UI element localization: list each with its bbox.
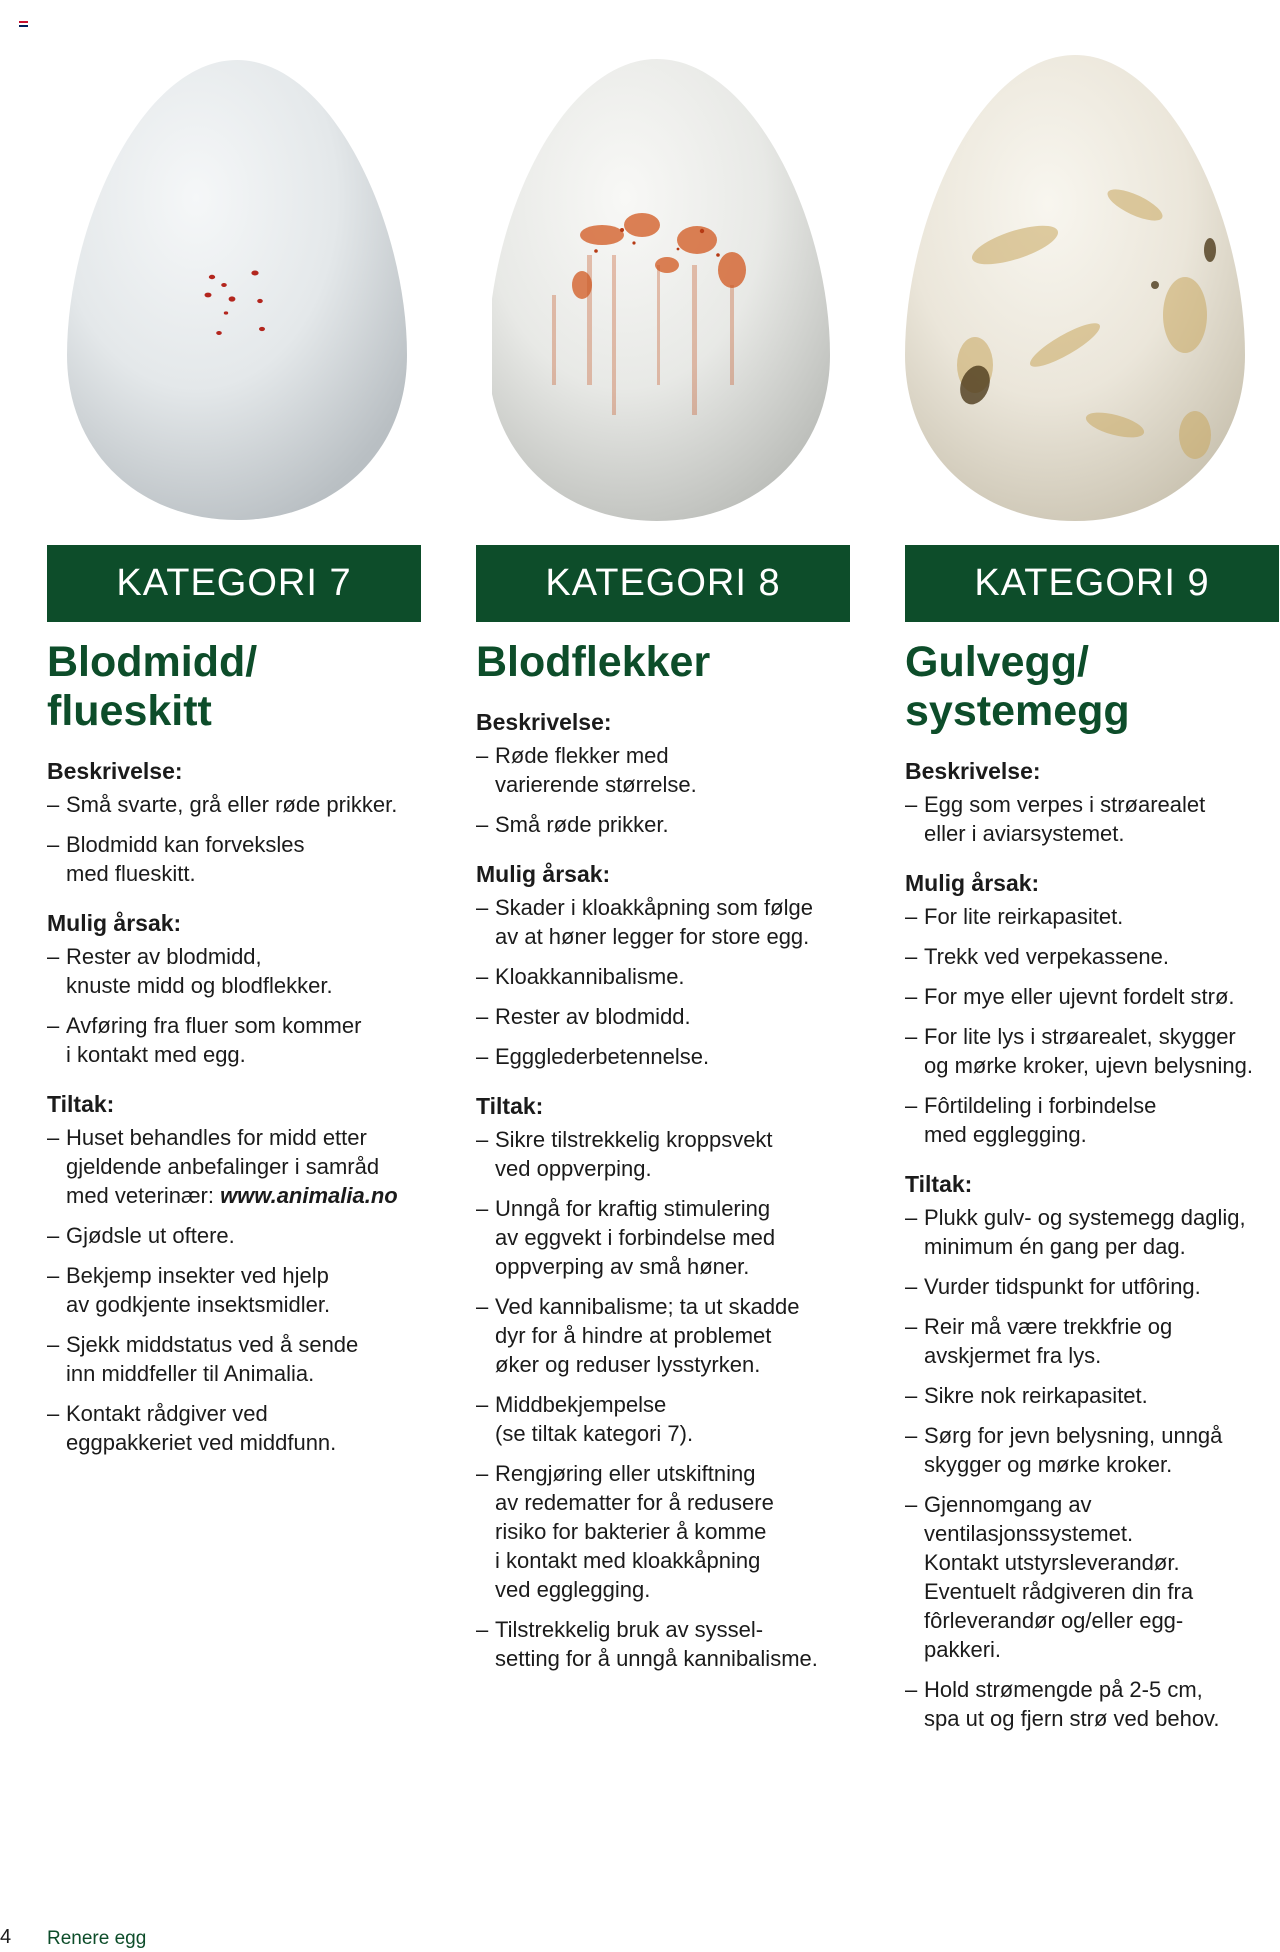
cause-list bbox=[905, 902, 1279, 1149]
list-item: – Ved kannibalisme; ta ut skadde dyr for å hindre at problemet øker og reduser lysstyrken. bbox=[476, 1292, 850, 1379]
list-item: – Trekk ved verpekassene. bbox=[905, 942, 1279, 971]
cause-heading: Mulig årsak: bbox=[905, 870, 1040, 896]
list-item: – Sjekk middstatus ved å sende inn middfeller til Animalia. bbox=[47, 1330, 421, 1388]
list-item: – Kloakkannibalisme. bbox=[476, 962, 850, 991]
list-item: – Sørg for jevn belysning, unngå skygger og mørke kroker. bbox=[905, 1421, 1279, 1479]
description-heading: Beskrivelse: bbox=[47, 758, 183, 784]
list-item: – Unngå for kraftig stimulering av eggvekt i forbindelse med oppverping av små høner. bbox=[476, 1194, 850, 1281]
cause-heading: Mulig årsak: bbox=[476, 861, 611, 887]
list-item: – Bekjemp insekter ved hjelp av godkjente insektsmidler. bbox=[47, 1261, 421, 1319]
list-item: – Plukk gulv- og systemegg daglig, minimum én gang per dag. bbox=[905, 1203, 1279, 1261]
list-item: – For mye eller ujevnt fordelt strø. bbox=[905, 982, 1279, 1011]
action-heading: Tiltak: bbox=[905, 1171, 973, 1197]
egg-floor-dirt-image bbox=[905, 55, 1255, 525]
category-banner: KATEGORI 7 bbox=[47, 545, 421, 622]
action-list bbox=[476, 1125, 850, 1673]
column-kategori-8 bbox=[476, 545, 850, 1673]
list-item: – Reir må være trekkfrie og avskjermet fra lys. bbox=[905, 1312, 1279, 1370]
list-item: – Avføring fra fluer som kommer i kontakt med egg. bbox=[47, 1011, 421, 1069]
list-item: – Gjødsle ut oftere. bbox=[47, 1221, 421, 1250]
list-item: – Rester av blodmidd, knuste midd og blodflekker. bbox=[47, 942, 421, 1000]
action-heading: Tiltak: bbox=[476, 1093, 544, 1119]
list-item: – Skader i kloakkåpning som følge av at høner legger for store egg. bbox=[476, 893, 850, 951]
list-item: – For lite lys i strøarealet, skygger og mørke kroker, ujevn belysning. bbox=[905, 1022, 1279, 1080]
egg-photos bbox=[0, 0, 1280, 530]
list-item: – Rester av blodmidd. bbox=[476, 1002, 850, 1031]
egg-blood-stain-image bbox=[492, 55, 842, 525]
list-item: – Rengjøring eller utskiftning av redematter for å redusere risiko for bakterier å komme i kontakt med kloakkåpning ved egglegging. bbox=[476, 1459, 850, 1604]
column-kategori-9 bbox=[905, 545, 1279, 1733]
category-title: Blodmidd/ flueskitt bbox=[47, 638, 258, 735]
description-list bbox=[476, 741, 850, 839]
list-item: – Tilstrekkelig bruk av syssel- setting for å unngå kannibalisme. bbox=[476, 1615, 850, 1673]
description-heading: Beskrivelse: bbox=[905, 758, 1041, 784]
list-item: – For lite reirkapasitet. bbox=[905, 902, 1279, 931]
animalia-link[interactable]: www.animalia.no bbox=[220, 1183, 398, 1208]
list-item: – Fôrtildeling i forbindelse med egglegging. bbox=[905, 1091, 1279, 1149]
page-number: 4 bbox=[0, 1926, 12, 1948]
description-list bbox=[47, 790, 421, 888]
category-banner: KATEGORI 9 bbox=[905, 545, 1279, 622]
description-heading: Beskrivelse: bbox=[476, 709, 612, 735]
list-item: – Eggglederbetennelse. bbox=[476, 1042, 850, 1071]
cause-list bbox=[47, 942, 421, 1069]
action-list bbox=[905, 1203, 1279, 1733]
list-item: – Middbekjempelse (se tiltak kategori 7). bbox=[476, 1390, 850, 1448]
footer-title: Renere egg bbox=[47, 1928, 147, 1949]
list-item: – Kontakt rådgiver ved eggpakkeriet ved middfunn. bbox=[47, 1399, 421, 1457]
list-item: – Små svarte, grå eller røde prikker. bbox=[47, 790, 421, 819]
list-item: – Vurder tidspunkt for utfôring. bbox=[905, 1272, 1279, 1301]
action-text: Huset behandles for midd etter gjeldende anbefalinger i samråd med veterinær: bbox=[66, 1125, 380, 1208]
list-item: – Egg som verpes i strøarealet eller i aviarsystemet. bbox=[905, 790, 1279, 848]
list-item: – Røde flekker med varierende størrelse. bbox=[476, 741, 850, 799]
list-item: – Små røde prikker. bbox=[476, 810, 850, 839]
action-heading: Tiltak: bbox=[47, 1091, 115, 1117]
list-item: – Blodmidd kan forveksles med flueskitt. bbox=[47, 830, 421, 888]
cause-heading: Mulig årsak: bbox=[47, 910, 182, 936]
action-list bbox=[47, 1123, 421, 1457]
category-banner: KATEGORI 8 bbox=[476, 545, 850, 622]
list-item bbox=[47, 1123, 421, 1210]
list-item: – Gjennomgang av ventilasjonssystemet. Kontakt utstyrsleverandør. Eventuelt rådgiveren din fra fôrleverandør og/eller egg- pakkeri. bbox=[905, 1490, 1279, 1664]
category-title: Blodflekker bbox=[476, 638, 711, 686]
column-kategori-7 bbox=[47, 545, 421, 1457]
egg-blood-mite-image bbox=[62, 55, 412, 525]
cause-list bbox=[476, 893, 850, 1071]
list-item: – Sikre nok reirkapasitet. bbox=[905, 1381, 1279, 1410]
description-list bbox=[905, 790, 1279, 848]
list-item: – Hold strømengde på 2-5 cm, spa ut og fjern strø ved behov. bbox=[905, 1675, 1279, 1733]
list-item: – Sikre tilstrekkelig kroppsvekt ved oppverping. bbox=[476, 1125, 850, 1183]
category-title: Gulvegg/ systemegg bbox=[905, 638, 1130, 735]
